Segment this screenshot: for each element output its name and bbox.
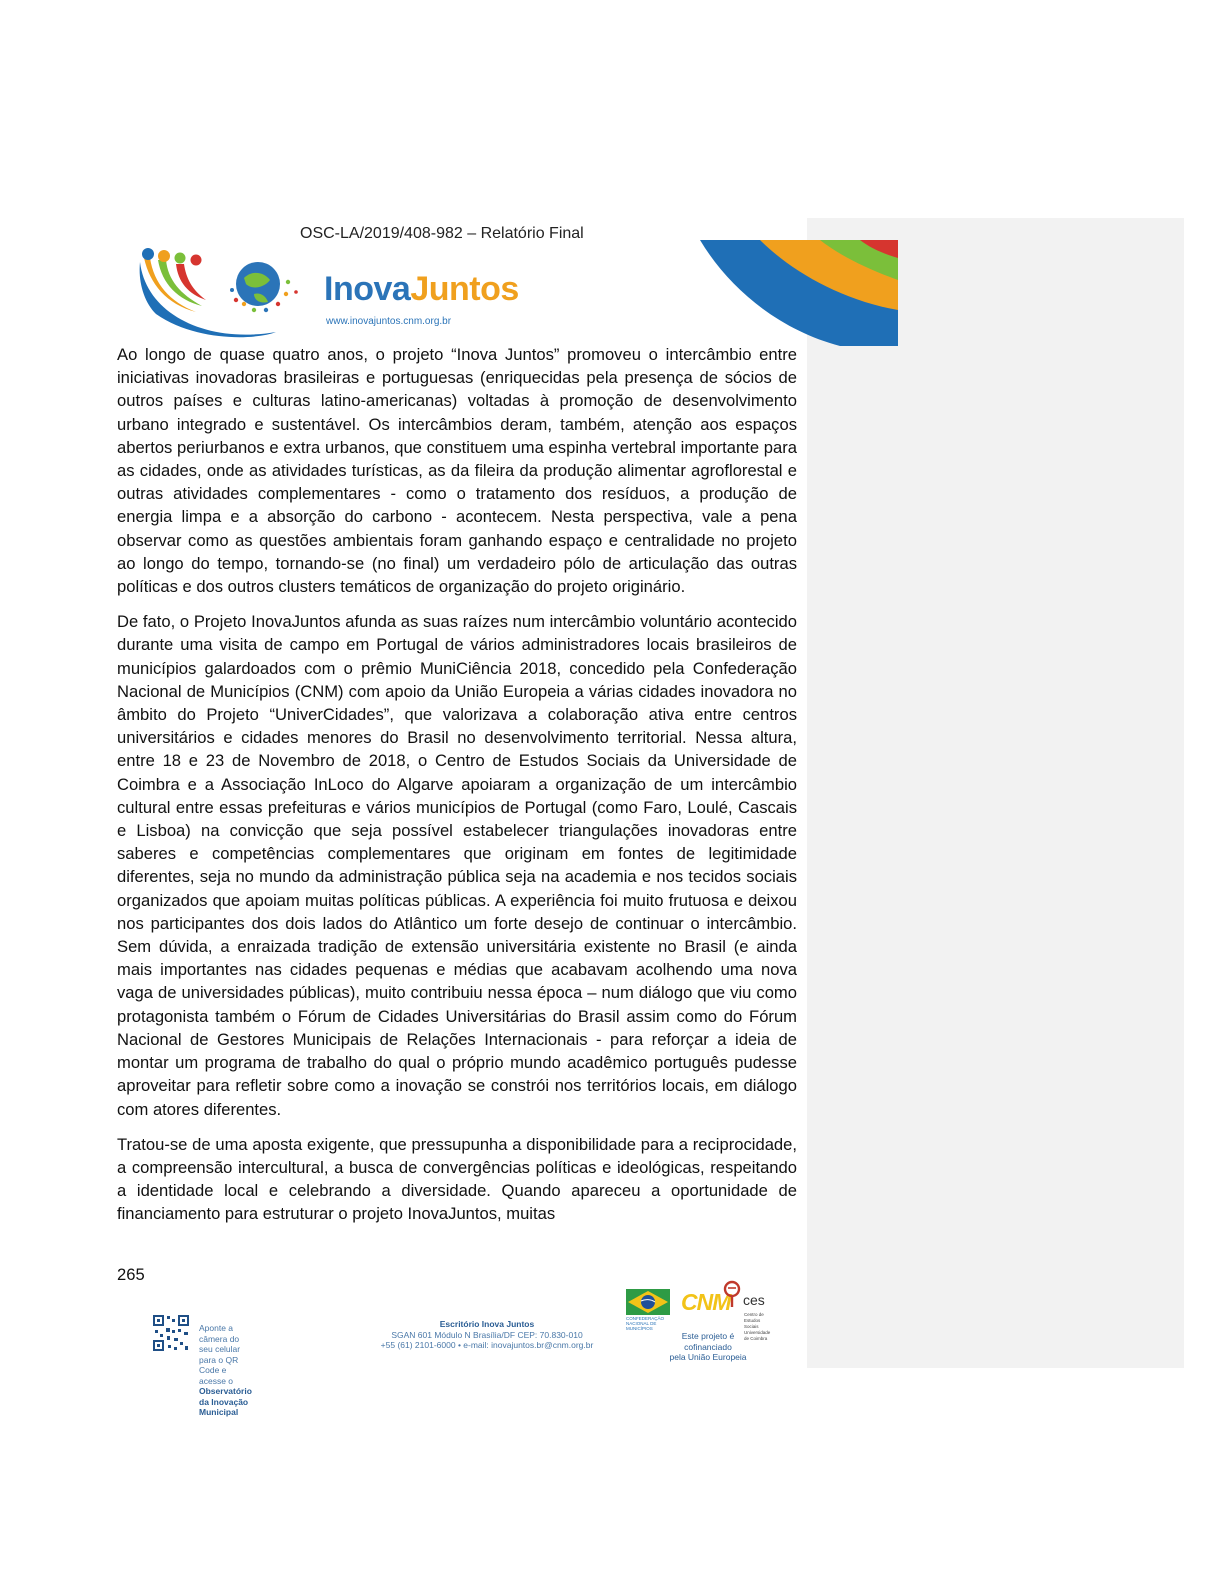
eu-cofunding-note: Este projeto é cofinanciado pela União Europeia (669, 1331, 747, 1362)
running-header: OSC-LA/2019/408-982 – Relatório Final (300, 225, 584, 240)
brand-url: www.inovajuntos.cnm.org.br (326, 316, 452, 327)
brand-wordmark (324, 270, 519, 309)
ces-full-name: Centro de Estudos Sociais Universidade de Coimbra (744, 1312, 771, 1341)
paragraph-1: Ao longo de quase quatro anos, o projeto “Inova Juntos” promoveu o intercâmbio entre iniciativas inovadoras brasileiras e portuguesas (enriquecidas pela presença de sócios de outros países e culturas latino-americanas) voltadas à promoção de desenvolvimento urbano integrado e sustentável. Os intercâmbios deram, também, atenção aos espaços abertos periurbanos e extra urbanos, que constituem uma espinha vertebral importante para as cidades, onde as atividades turísticas, as da fileira da produção alimentar agroflorestal e outras atividades complementares - como o tratamento dos resíduos, a produção de energia limpa e a absorção do carbono - acontecem. Nesta perspectiva, vale a pena observar como as questões ambientais foram ganhando espaço e centralidade no projeto ao longo do tempo, tornando-se (no final) um verdadeiro pólo de articulação das outras políticas e dos outros clusters temáticos de organização do projeto originário. (117, 345, 797, 597)
qr-caption: Aponte a câmera do seu celular para o QR Code e acesse o Observatório da Inovação Municipal (199, 1323, 252, 1417)
ces-logo-icon (722, 1280, 744, 1308)
cnm-full-name: CONFEDERAÇÃO NACIONAL DE MUNICÍPIOS (626, 1316, 665, 1331)
corner-decoration-icon (700, 240, 898, 346)
brand-inova: Inova (324, 270, 411, 308)
paragraph-3: Tratou-se de uma aposta exigente, que pressupunha a disponibilidade para a reciprocidade, a compreensão intercultural, a busca de convergências políticas e ideológicas, respeitando a identidade local e celebrando a diversidade. Quando apareceu a oportunidade de financiamento para estruturar o projeto InovaJuntos, muitas (117, 1134, 797, 1224)
cnm-wordmark: CNM (681, 1289, 731, 1315)
body-text (117, 343, 797, 1238)
inovajuntos-logo-icon (136, 244, 312, 344)
office-contact: Escritório Inova Juntos SGAN 601 Módulo N Brasília/DF CEP: 70.830-010 +55 (61) 2101-6000 • e-mail: inovajuntos.br@cnm.org.br (380, 1319, 594, 1350)
paragraph-2: De fato, o Projeto InovaJuntos afunda as suas raízes num intercâmbio voluntário acontecido durante uma visita de campo em Portugal de vários administradores locais brasileiros de municípios galardoados com o prêmio MuniCiência 2018, concedido pela Confederação Nacional de Municípios (CNM) com apoio da União Europeia a várias cidades inovadora no âmbito do Projeto “UniverCidades”, que valorizava a colaboração ativa entre centros universitários e cidades menores do Brasil no desenvolvimento territorial. Nessa altura, entre 18 e 23 de Novembro de 2018, o Centro de Estudos Sociais da Universidade de Coimbra e a Associação InLoco do Algarve apoiaram a organização de um intercâmbio cultural entre essas prefeituras e vários municípios de Portugal (como Faro, Loulé, Cascais e Lisboa) na convicção que seja possível estabelecer triangulações inovadoras entre saberes e competências complementares que originam em fontes de legitimidade diferentes, seja no mundo da administração pública seja na academia e nos tecidos sociais organizados que apoiam muitas políticas públicas. A experiência foi muito frutuosa e deixou nos participantes dos dois lados do Atlântico um forte desejo de continuar o intercâmbio. Sem dúvida, a enraizada tradição de extensão universitária existente no Brasil (e ainda mais importantes nas cidades pequenas e médias que acabavam acolhendo uma nova vaga de universidades públicas), muito contribuiu nessa época – num diálogo que viu como protagonista também o Fórum de Cidades Universitárias do Brasil assim como do Fórum Nacional de Gestores Municipais de Relações Internacionais - para reforçar a ideia de montar um programa de trabalho do qual o próprio mundo acadêmico português pudesse aproveitar para refletir sobre como a inovação se constrói nos territórios locais, em diálogo com atores diferentes. (117, 612, 797, 1119)
qr-code-icon (152, 1314, 190, 1352)
page-number: 265 (117, 1265, 145, 1284)
ces-wordmark: ces (743, 1292, 765, 1308)
brand-juntos: Juntos (410, 270, 519, 308)
